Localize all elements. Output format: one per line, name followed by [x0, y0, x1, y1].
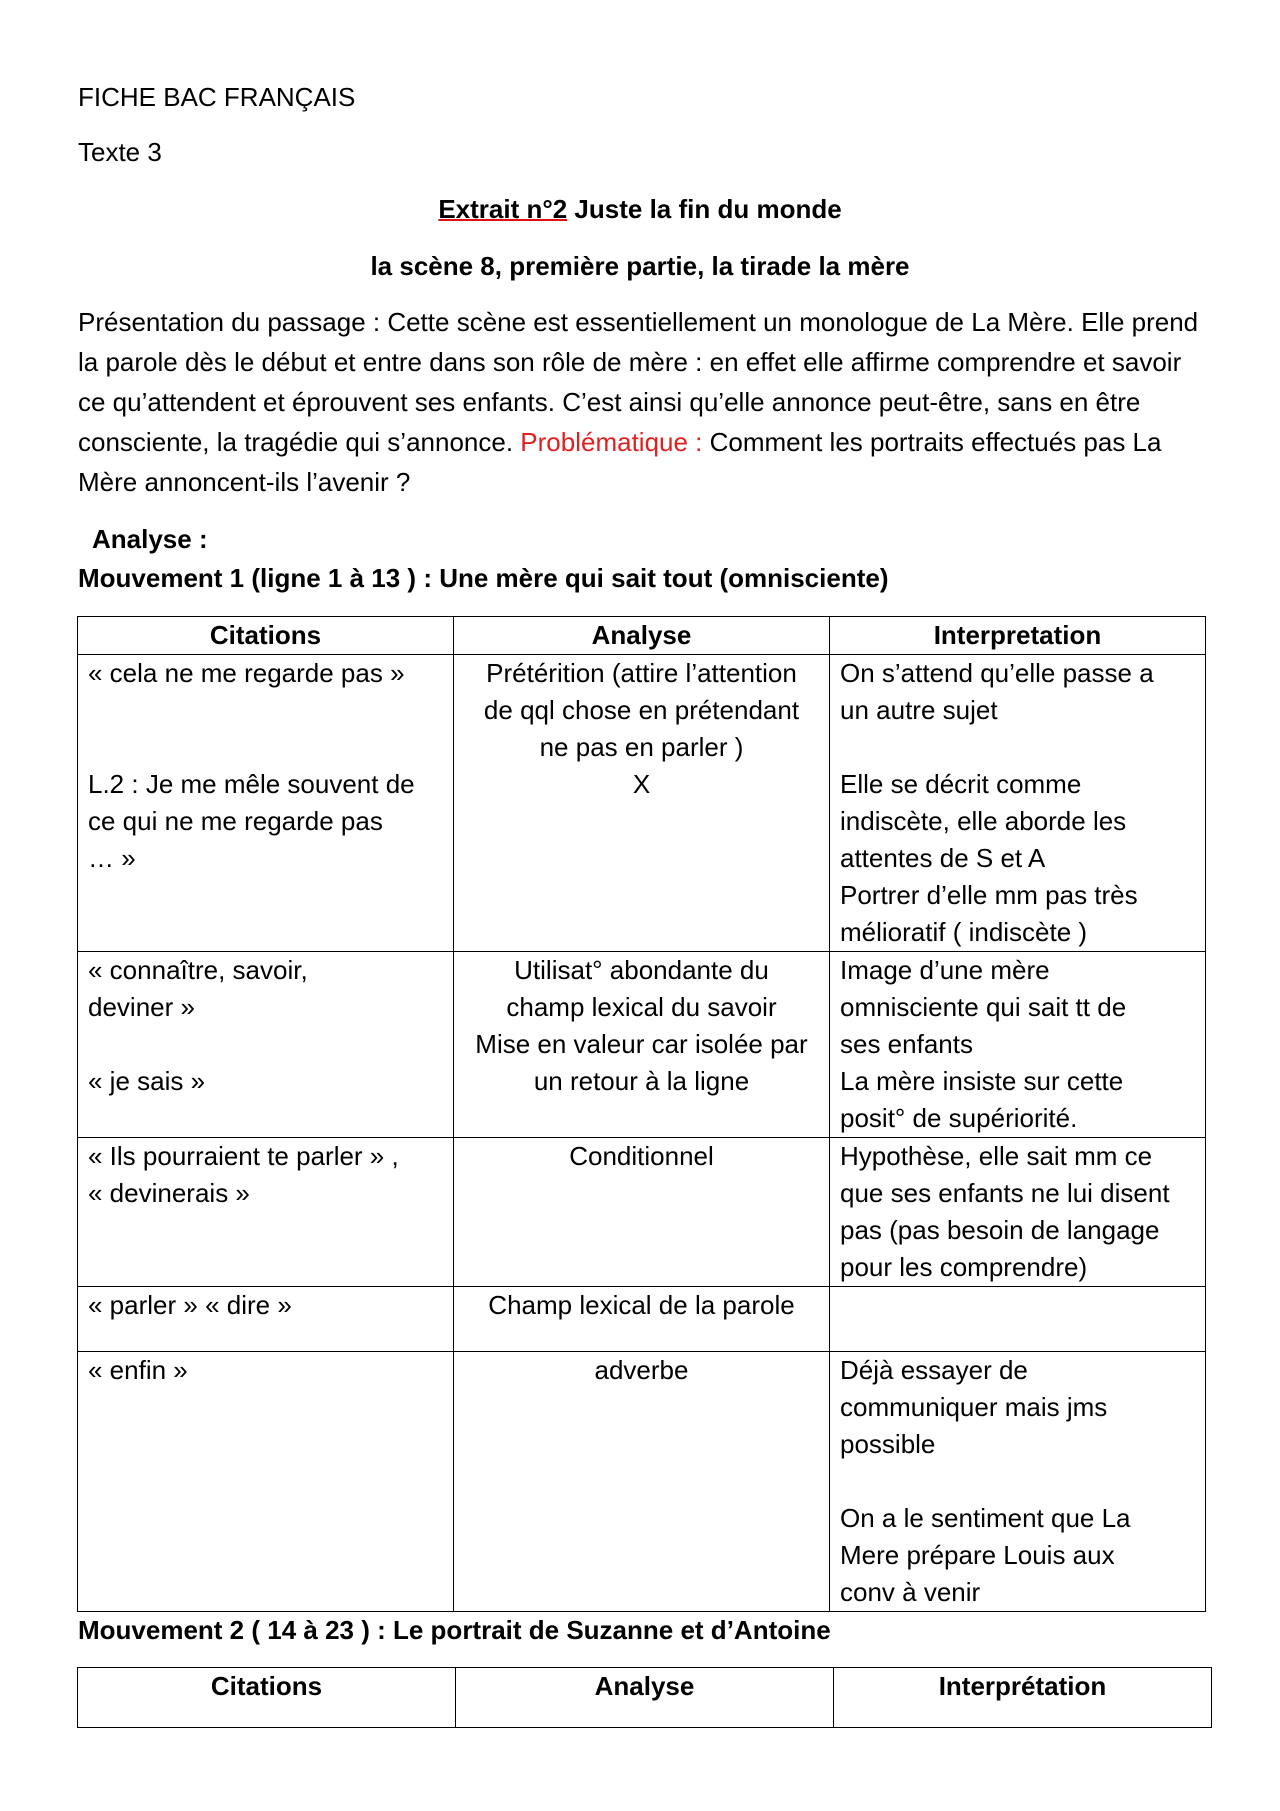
cell-line: « je sais » [88, 1066, 206, 1096]
analyse-cell [454, 1352, 830, 1612]
problematique-text: Comment les portraits effectués pas La Mère annoncent-ils l’avenir ? [78, 427, 1162, 497]
cell-line: adverbe [594, 1355, 689, 1385]
cell-line [840, 1463, 1195, 1500]
cell-line: ne pas en parler ) [539, 732, 744, 762]
cell-line: communiquer mais jms [840, 1392, 1108, 1422]
problematique-label: Problématique : [513, 427, 703, 457]
cell-line: Utilisat° abondante du [514, 955, 769, 985]
citations-cell [78, 1138, 454, 1287]
analyse-cell [454, 1287, 830, 1352]
mouvement2-table [77, 1667, 1212, 1728]
table-row [78, 1352, 1206, 1612]
cell-line: Image d’une mère [840, 955, 1050, 985]
texte-number: Texte 3 [78, 137, 162, 167]
cell-line: que ses enfants ne lui disent [840, 1178, 1170, 1208]
table-row [78, 655, 1206, 952]
table-row [78, 952, 1206, 1138]
table-header-row [78, 1668, 1212, 1728]
cell-line: pour les comprendre) [840, 1252, 1088, 1282]
cell-line: posit° de supériorité. [840, 1103, 1078, 1133]
header-citations: Citations [78, 617, 454, 655]
cell-line: Hypothèse, elle sait mm ce [840, 1141, 1153, 1171]
cell-line: Champ lexical de la parole [488, 1290, 795, 1320]
cell-line: conv à venir [840, 1577, 981, 1607]
cell-line: possible [840, 1429, 936, 1459]
cell-line: On a le sentiment que La [840, 1503, 1131, 1533]
header-interpretation: Interpretation [830, 617, 1206, 655]
cell-line: « enfin » [88, 1355, 188, 1385]
work-title: Juste la fin du monde [567, 194, 842, 224]
cell-line: L.2 : Je me mêle souvent de [88, 769, 415, 799]
cell-line [88, 729, 443, 766]
cell-line: … » [88, 843, 136, 873]
cell-line: Prétérition (attire l’attention [486, 658, 797, 688]
presentation-text: Présentation du passage : Cette scène est essentiellement un monologue de La Mère. Elle prend la parole dès le début et entre dans son rôle de mère : en effet elle affirme comprendre et savoir ce qu’attendent et éprouvent ses enfants. C’est ainsi qu’elle annonce peut-être, sans en être consciente, la tragédie qui s’annonce. [78, 307, 1199, 457]
cell-line: « parler » « dire » [88, 1290, 292, 1320]
cell-line: deviner » [88, 992, 195, 1022]
fiche-label: FICHE BAC FRANÇAIS [78, 82, 356, 112]
interpretation-cell [830, 1287, 1206, 1352]
presentation-paragraph [78, 302, 1208, 502]
cell-line: Déjà essayer de [840, 1355, 1028, 1385]
mouvement1-title: Mouvement 1 (ligne 1 à 13 ) : Une mère qui sait tout (omnisciente) [78, 563, 889, 593]
cell-line: « devinerais » [88, 1178, 250, 1208]
analyse-cell [454, 655, 830, 952]
header-analyse: Analyse [454, 617, 830, 655]
cell-line: Conditionnel [569, 1141, 714, 1171]
cell-line: champ lexical du savoir [506, 992, 777, 1022]
cell-line: Elle se décrit comme [840, 769, 1082, 799]
interpretation-cell [830, 1138, 1206, 1287]
interpretation-cell [830, 655, 1206, 952]
cell-line: pas (pas besoin de langage [840, 1215, 1160, 1245]
cell-line: ce qui ne me regarde pas [88, 806, 383, 836]
interpretation-cell [830, 1352, 1206, 1612]
cell-line: « connaître, savoir, [88, 955, 308, 985]
cell-line [88, 692, 443, 729]
header-interpretation: Interprétation [834, 1668, 1212, 1728]
cell-line: de qql chose en prétendant [483, 695, 800, 725]
cell-line: X [632, 769, 651, 799]
cell-line: Mere prépare Louis aux [840, 1540, 1115, 1570]
cell-line: un autre sujet [840, 695, 998, 725]
table-row [78, 1138, 1206, 1287]
cell-line: La mère insiste sur cette [840, 1066, 1124, 1096]
table-row [78, 1287, 1206, 1352]
interpretation-cell [830, 952, 1206, 1138]
cell-line [88, 1026, 443, 1063]
citations-cell [78, 952, 454, 1138]
citations-cell [78, 1352, 454, 1612]
cell-line: omnisciente qui sait tt de [840, 992, 1127, 1022]
analyse-heading: Analyse : [92, 524, 208, 554]
cell-line: un retour à la ligne [533, 1066, 750, 1096]
cell-line: ses enfants [840, 1029, 973, 1059]
extract-label: Extrait n°2 [438, 194, 568, 224]
cell-line: Mise en valeur car isolée par [475, 1029, 808, 1059]
citations-cell [78, 655, 454, 952]
header-analyse: Analyse [456, 1668, 834, 1728]
mouvement1-table [77, 616, 1206, 1612]
mouvement2-title: Mouvement 2 ( 14 à 23 ) : Le portrait de Suzanne et d’Antoine [78, 1615, 831, 1645]
cell-line: attentes de S et A [840, 843, 1046, 873]
cell-line: « cela ne me regarde pas » [88, 658, 405, 688]
cell-line: indiscète, elle aborde les [840, 806, 1127, 836]
cell-line: Portrer d’elle mm pas très [840, 880, 1138, 910]
cell-line [840, 729, 1195, 766]
cell-line: « Ils pourraient te parler » , [88, 1141, 399, 1171]
analyse-cell [454, 952, 830, 1138]
table-header-row [78, 617, 1206, 655]
extract-title [0, 192, 1280, 226]
analyse-cell [454, 1138, 830, 1287]
header-citations: Citations [78, 1668, 456, 1728]
scene-subtitle: la scène 8, première partie, la tirade la mère [370, 251, 910, 281]
cell-line: On s’attend qu’elle passe a [840, 658, 1154, 688]
citations-cell [78, 1287, 454, 1352]
cell-line: mélioratif ( indiscète ) [840, 917, 1088, 947]
